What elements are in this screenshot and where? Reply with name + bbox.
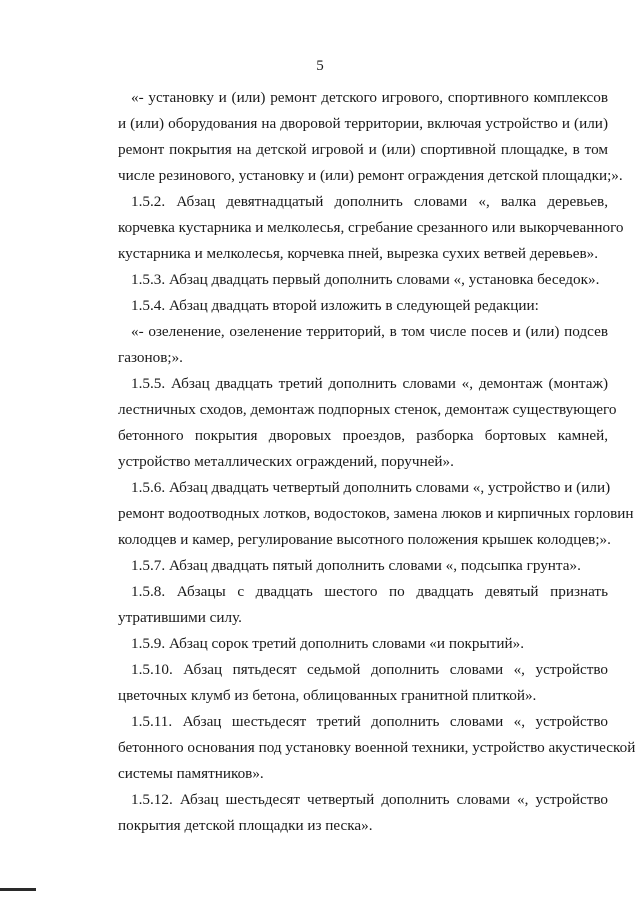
- text-line: 1.5.3. Абзац двадцать первый дополнить словами «, установка беседок».: [131, 271, 600, 288]
- text-line: покрытия детской площадки из песка».: [118, 817, 373, 834]
- text-line: бетонного покрытия дворовых проездов, разборка бортовых камней,: [118, 427, 608, 444]
- text-line: системы памятников».: [118, 765, 264, 782]
- text-line: ремонт покрытия на детской игровой и (или) спортивной площадке, в том: [118, 141, 608, 158]
- text-line: 1.5.5. Абзац двадцать третий дополнить словами «, демонтаж (монтаж): [131, 375, 608, 392]
- text-line: 1.5.12. Абзац шестьдесят четвертый дополнить словами «, устройство: [131, 791, 608, 808]
- text-line: лестничных сходов, демонтаж подпорных стенок, демонтаж существующего: [118, 401, 617, 418]
- text-line: «- установку и (или) ремонт детского игрового, спортивного комплексов: [131, 89, 608, 106]
- text-line: цветочных клумб из бетона, облицованных гранитной плиткой».: [118, 687, 537, 704]
- text-line: газонов;».: [118, 349, 183, 366]
- text-line: 1.5.8. Абзацы с двадцать шестого по двадцать девятый признать: [131, 583, 608, 600]
- text-line: 1.5.7. Абзац двадцать пятый дополнить словами «, подсыпка грунта».: [131, 557, 581, 574]
- text-line: 1.5.9. Абзац сорок третий дополнить словами «и покрытий».: [131, 635, 524, 652]
- text-line: бетонного основания под установку военной техники, устройство акустической: [118, 739, 636, 756]
- text-line: 1.5.6. Абзац двадцать четвертый дополнить словами «, устройство и (или): [131, 479, 611, 496]
- text-line: 1.5.2. Абзац девятнадцатый дополнить словами «, валка деревьев,: [131, 193, 608, 210]
- text-line: 1.5.11. Абзац шестьдесят третий дополнить словами «, устройство: [131, 713, 608, 730]
- text-line: ремонт водоотводных лотков, водостоков, замена люков и кирпичных горловин: [118, 505, 634, 522]
- text-line: устройство металлических ограждений, поручней».: [118, 453, 454, 470]
- text-line: и (или) оборудования на дворовой территории, включая устройство и (или): [118, 115, 608, 132]
- text-line: 1.5.10. Абзац пятьдесят седьмой дополнить словами «, устройство: [131, 661, 608, 678]
- text-line: числе резинового, установку и (или) ремонт ограждения детской площадки;».: [118, 167, 623, 184]
- text-line: колодцев и камер, регулирование высотного положения крышек колодцев;».: [118, 531, 611, 548]
- text-line: «- озеленение, озеленение территорий, в том числе посев и (или) подсев: [131, 323, 608, 340]
- scan-edge-mark: [0, 888, 36, 891]
- text-line: 1.5.4. Абзац двадцать второй изложить в следующей редакции:: [131, 297, 539, 314]
- text-line: корчевка кустарника и мелколесья, сгребание срезанного или выкорчеванного: [118, 219, 624, 236]
- page-number: 5: [316, 58, 324, 74]
- text-line: кустарника и мелколесья, корчевка пней, вырезка сухих ветвей деревьев».: [118, 245, 599, 262]
- text-line: утратившими силу.: [118, 609, 242, 626]
